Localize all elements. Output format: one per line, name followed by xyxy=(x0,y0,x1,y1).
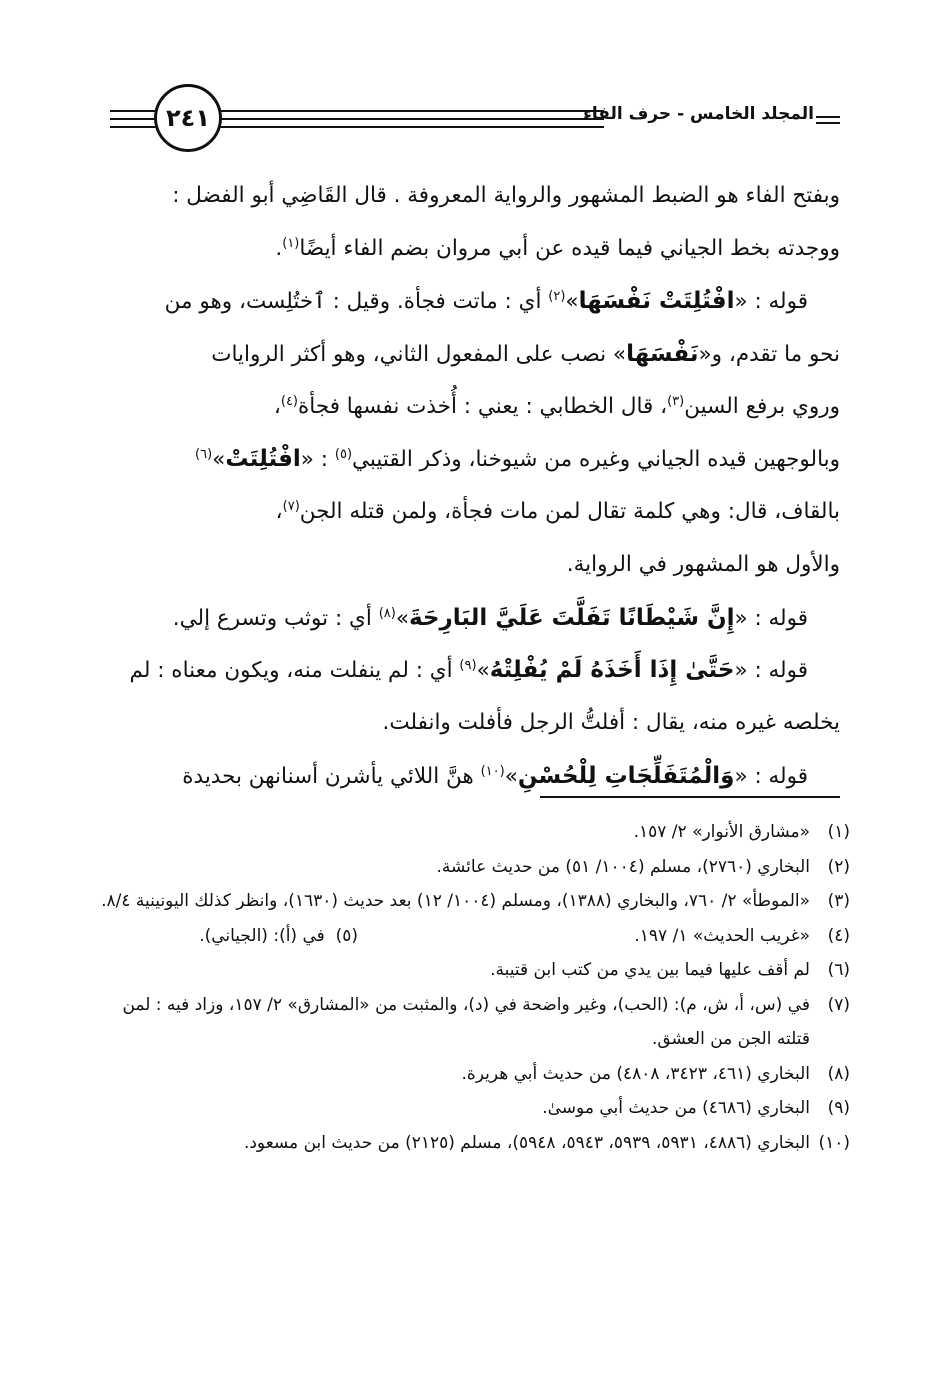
footnote-number: (٦) xyxy=(827,960,850,980)
footnote-ref: (١٠) xyxy=(480,763,505,779)
text-span: » xyxy=(565,289,579,315)
footnote-ref: (٩) xyxy=(459,658,477,674)
footnote-number: (٧) xyxy=(827,994,850,1015)
text-line xyxy=(110,592,840,645)
text-span: قوله : « xyxy=(734,763,808,789)
text-line xyxy=(110,170,840,223)
footnotes xyxy=(100,815,850,1160)
footnote xyxy=(100,850,850,885)
text-span: » xyxy=(395,605,409,631)
footnote-text: «الموطأ» ٢/ ٧٦٠، والبخاري (١٣٨٨)، ومسلم (١٠٠٤/ ١٢) بعد حديث (١٦٣٠)، وانظر كذلك اليونينية ٨/٤. xyxy=(101,891,810,911)
text-span: » xyxy=(476,658,490,684)
text-span: ووجدته بخط الجياني فيما قيده عن أبي مروان بضم الفاء أيضًا xyxy=(299,235,840,261)
text-span: نحو ما تقدم، و« xyxy=(698,342,840,368)
footnote-text: البخاري (٤٨٨٦، ٥٩٣١، ٥٩٣٩، ٥٩٤٣، ٥٩٤٨)، مسلم (٢١٢٥) من حديث ابن مسعود. xyxy=(243,1132,810,1153)
text-line xyxy=(110,433,840,486)
footnote xyxy=(100,953,850,988)
text-span: » نصب على المفعول الثاني، وهو أكثر الروايات xyxy=(211,342,627,368)
footnote-text: في (س، أ، ش، م): (الحب)، وغير واضحة في (د)، والمثبت من «المشارق» ٢/ ١٥٧، وزاد فيه : لمن قتلته الجن من العشق. xyxy=(122,994,810,1049)
text-span: : « xyxy=(300,447,335,473)
text-span: . xyxy=(275,235,283,261)
footnote-separator xyxy=(540,796,840,798)
hadith-quote: إِنَّ شَيْطَانًا تَفَلَّتَ عَلَيَّ البَارِحَةَ xyxy=(408,604,735,631)
text-span: وبفتح الفاء هو الضبط المشهور والرواية المعروفة . قال القَاضِي أبو الفضل : xyxy=(172,183,840,208)
header-rule xyxy=(110,110,160,112)
text-line xyxy=(110,328,840,381)
header-rule xyxy=(110,118,160,120)
footnote xyxy=(100,884,850,919)
footnote-ref: (٣) xyxy=(667,393,685,409)
text-line xyxy=(110,750,840,803)
footnote-text: «غريب الحديث» ١/ ١٩٧. xyxy=(634,925,810,946)
text-span: هنَّ اللائي يأشرن أسنانهن بحديدة xyxy=(182,763,481,789)
text-span: ، xyxy=(273,393,281,419)
footnote-ref: (١) xyxy=(282,235,300,251)
text-span: ، قال الخطابي : يعني : أُخذت نفسها فجأة xyxy=(298,393,668,419)
footnote-text: في (أ): (الجياني). xyxy=(199,925,325,946)
footnote-number: (٨) xyxy=(827,1063,850,1084)
text-span: بالقاف، قال: وهي كلمة تقال لمن مات فجأة، ولمن قتله الجن xyxy=(299,499,840,525)
footnote-number: (٣) xyxy=(827,891,850,911)
text-span: يخلصه غيره منه، يقال : أفلتُّ الرجل فأفلت وانفلت. xyxy=(382,709,840,735)
text-line xyxy=(110,486,840,539)
text-span: أي : ماتت فجأة. وقيل : ٱختُلِست، وهو من xyxy=(164,289,549,315)
text-span: وبالوجهين قيده الجياني وغيره من شيوخنا، وذكر القتيبي xyxy=(352,447,840,473)
header-rule xyxy=(816,122,840,124)
footnote-ref: (٤) xyxy=(280,393,298,409)
footnote-ref: (٦) xyxy=(195,447,213,463)
page-number: ٢٤١ xyxy=(166,104,210,132)
hadith-quote: افْتُلِتَتْ نَفْسَهَا xyxy=(578,288,735,315)
footnote-inline xyxy=(199,919,358,954)
text-line xyxy=(110,539,840,592)
page-header xyxy=(110,84,840,156)
footnote-text: البخاري (٢٧٦٠)، مسلم (١٠٠٤/ ٥١) من حديث عائشة. xyxy=(436,856,810,877)
footnote-ref: (٧) xyxy=(282,498,300,514)
footnote-ref: (٢) xyxy=(548,289,566,305)
main-text xyxy=(110,170,840,802)
text-span: أي : توثب وتسرع إلي. xyxy=(172,605,379,631)
page-number-circle xyxy=(154,84,222,152)
footnote xyxy=(100,815,850,850)
footnote-number: (٩) xyxy=(827,1098,850,1118)
hadith-quote: افْتُلِتَتْ xyxy=(225,446,301,473)
hadith-quote: حَتَّىٰ إِذَا أَخَذَهُ لَمْ يُفْلِتْهُ xyxy=(489,657,735,684)
text-line xyxy=(110,644,840,697)
text-span: والأول هو المشهور في الرواية. xyxy=(566,551,840,577)
footnote xyxy=(100,1126,850,1161)
text-span: قوله : « xyxy=(734,605,808,631)
text-span: قوله : « xyxy=(734,289,808,315)
text-span: ، xyxy=(275,499,283,525)
header-rule xyxy=(110,126,160,128)
footnote-number: (١٠) xyxy=(818,1132,850,1153)
footnote-text: البخاري (٤٦١، ٣٤٢٣، ٤٨٠٨) من حديث أبي هريرة. xyxy=(461,1063,810,1084)
text-span: » xyxy=(212,447,226,473)
text-line xyxy=(110,697,840,750)
footnote xyxy=(100,988,850,1057)
footnote-number: (٤) xyxy=(827,925,850,946)
footnote-text: «مشارق الأنوار» ٢/ ١٥٧. xyxy=(633,822,810,842)
text-line xyxy=(110,275,840,328)
text-span: قوله : « xyxy=(734,658,808,684)
text-span: » xyxy=(504,763,518,789)
footnote-ref: (٥) xyxy=(334,447,353,463)
hadith-quote: نَفْسَهَا xyxy=(626,341,699,368)
text-span: وروي برفع السين xyxy=(684,393,840,419)
footnote-text: لم أقف عليها فيما بين يدي من كتب ابن قتيبة. xyxy=(490,960,810,980)
header-rule xyxy=(816,116,840,118)
footnote xyxy=(100,1091,850,1126)
header-rule xyxy=(218,110,604,112)
running-title: المجلد الخامس - حرف الفاء xyxy=(583,104,814,124)
footnote-number: (٥) xyxy=(335,925,358,946)
header-rule xyxy=(218,118,604,120)
footnote-text: البخاري (٤٦٨٦) من حديث أبي موسىٰ. xyxy=(542,1098,810,1118)
footnote xyxy=(100,1057,850,1092)
footnote-number: (٢) xyxy=(827,856,850,877)
footnote xyxy=(100,919,850,954)
header-rule xyxy=(218,126,604,128)
text-line xyxy=(110,381,840,434)
hadith-quote: وَالْمُتَفَلِّجَاتِ لِلْحُسْنِ xyxy=(517,762,735,789)
footnote-number: (١) xyxy=(827,822,850,842)
footnote-ref: (٨) xyxy=(378,605,396,621)
text-span: أي : لم ينفلت منه، ويكون معناه : لم xyxy=(129,658,460,684)
text-line xyxy=(110,223,840,276)
